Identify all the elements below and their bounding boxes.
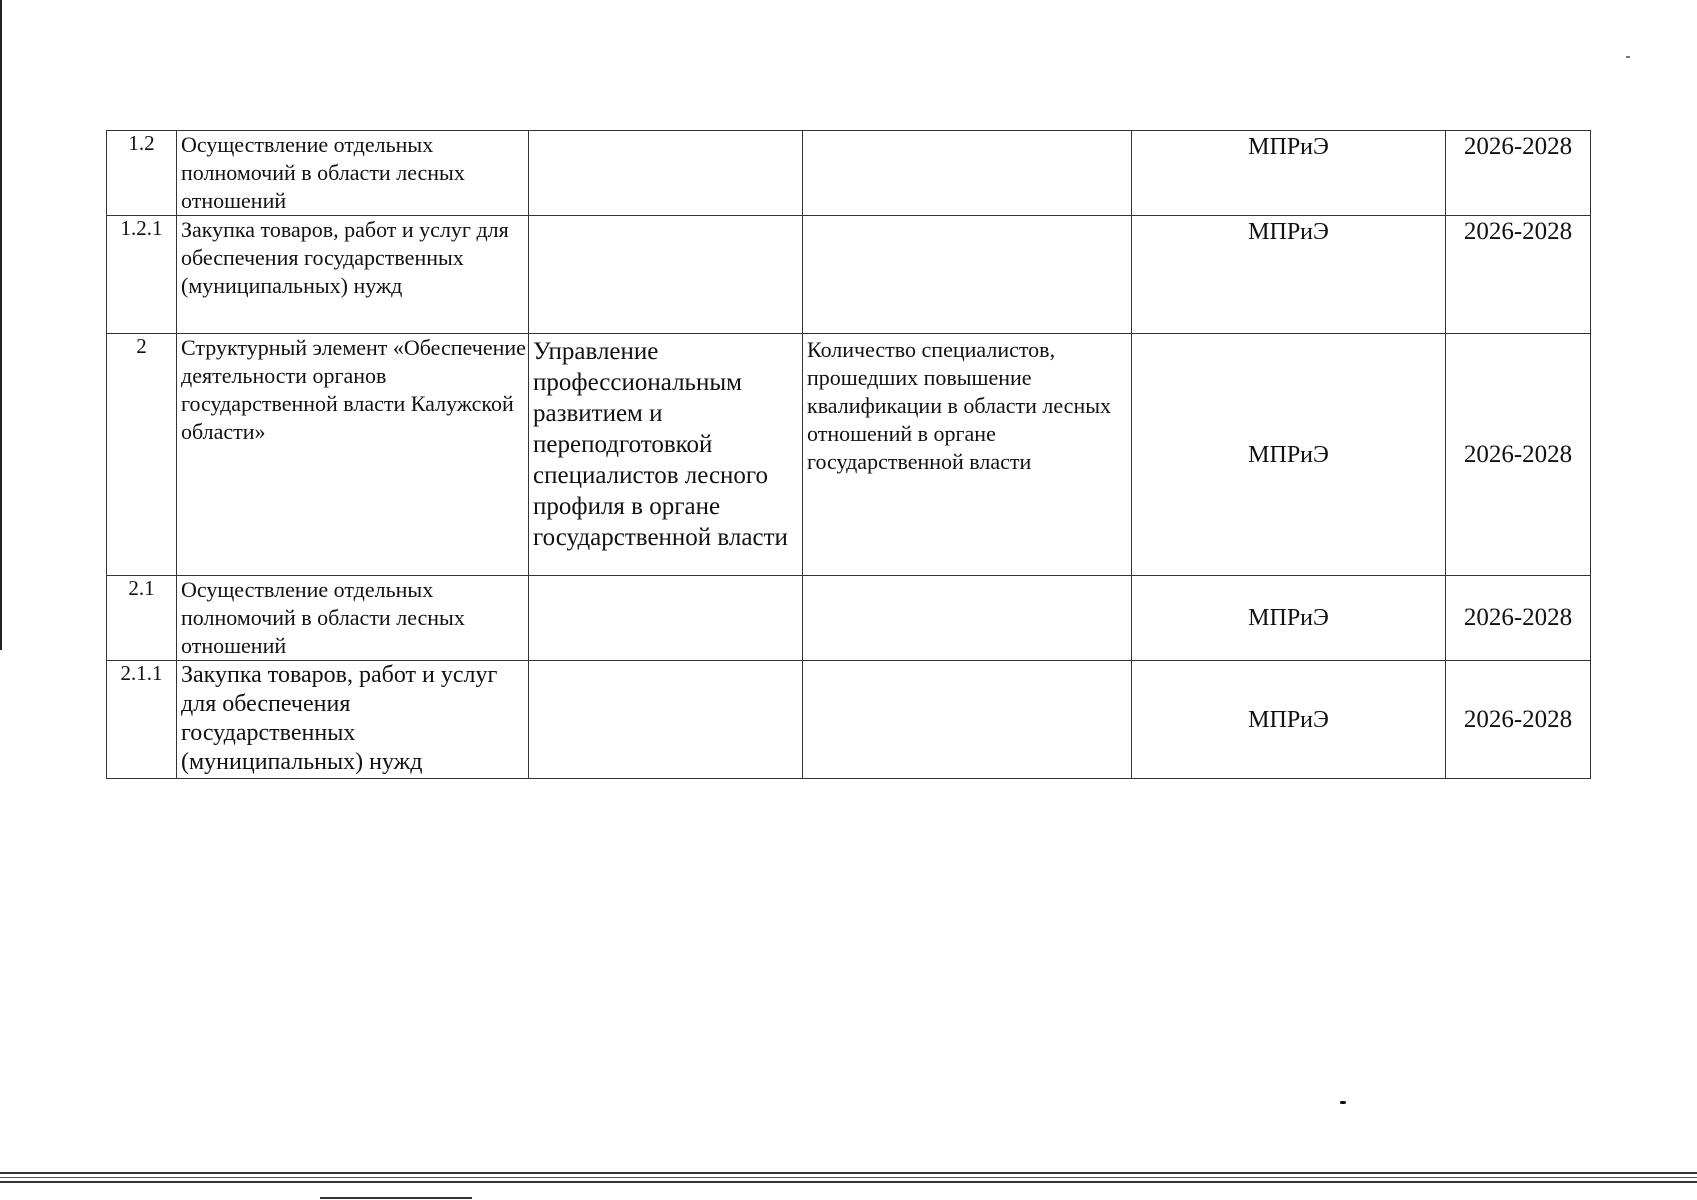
row-number: 1.2	[107, 131, 177, 216]
row-name: Закупка товаров, работ и услуг для обеспечения государственных (муниципальных) нужд	[177, 661, 529, 779]
table-row	[107, 131, 1591, 216]
row-responsible: МПРиЭ	[1132, 216, 1446, 334]
row-responsible: МПРиЭ	[1132, 576, 1446, 661]
row-period: 2026-2028	[1446, 334, 1591, 576]
row-task	[529, 661, 803, 779]
row-period: 2026-2028	[1446, 661, 1591, 779]
row-responsible: МПРиЭ	[1132, 131, 1446, 216]
scan-dot	[1340, 1101, 1346, 1104]
row-indicator	[803, 576, 1132, 661]
footer-rule	[0, 1177, 1697, 1178]
row-number: 1.2.1	[107, 216, 177, 334]
row-task: Управление профессиональным развитием и переподготовкой специалистов лесного профиля в органе государственной власти	[529, 334, 803, 576]
row-task	[529, 131, 803, 216]
table-row	[107, 216, 1591, 334]
row-name: Осуществление отдельных полномочий в области лесных отношений	[177, 576, 529, 661]
row-number: 2.1.1	[107, 661, 177, 779]
table-row	[107, 334, 1591, 576]
row-period: 2026-2028	[1446, 216, 1591, 334]
row-name: Структурный элемент «Обеспечение деятельности органов государственной власти Калужской области»	[177, 334, 529, 576]
scan-mark	[1626, 56, 1630, 58]
row-responsible: МПРиЭ	[1132, 661, 1446, 779]
row-period: 2026-2028	[1446, 576, 1591, 661]
footer-underline	[320, 1197, 472, 1199]
row-name: Закупка товаров, работ и услуг для обеспечения государственных (муниципальных) нужд	[177, 216, 529, 334]
row-number: 2.1	[107, 576, 177, 661]
table-row	[107, 576, 1591, 661]
page-edge-line	[0, 0, 2, 650]
row-name: Осуществление отдельных полномочий в области лесных отношений	[177, 131, 529, 216]
row-period: 2026-2028	[1446, 131, 1591, 216]
row-indicator: Количество специалистов, прошедших повышение квалификации в области лесных отношений в органе государственной власти	[803, 334, 1132, 576]
row-task	[529, 576, 803, 661]
footer-rule	[0, 1181, 1697, 1183]
row-indicator	[803, 131, 1132, 216]
table-row	[107, 661, 1591, 779]
program-table	[106, 130, 1591, 779]
row-number: 2	[107, 334, 177, 576]
row-indicator	[803, 216, 1132, 334]
row-task	[529, 216, 803, 334]
footer-rule	[0, 1172, 1697, 1174]
row-responsible: МПРиЭ	[1132, 334, 1446, 576]
row-indicator	[803, 661, 1132, 779]
